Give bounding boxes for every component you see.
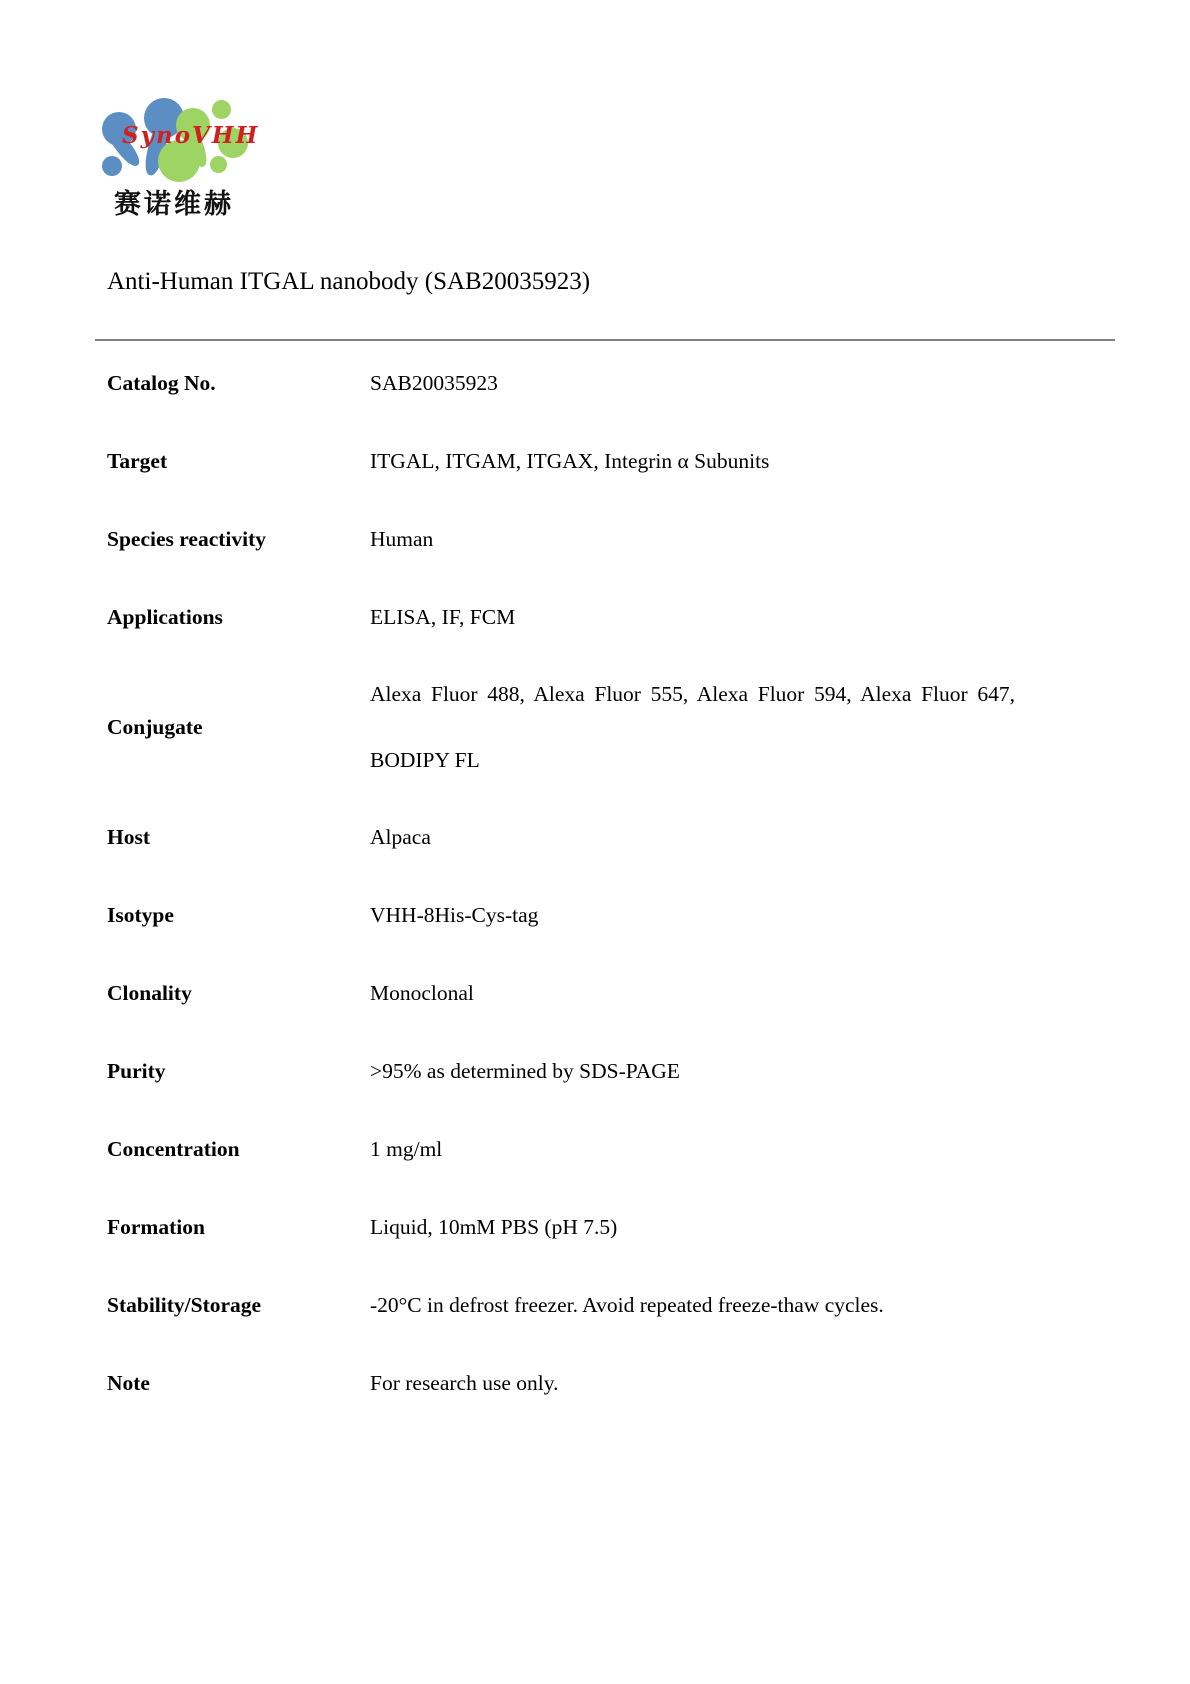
row-value: Liquid, 10mM PBS (pH 7.5) bbox=[370, 1215, 618, 1239]
row-label: Note bbox=[107, 1370, 150, 1395]
row-value: >95% as determined by SDS-PAGE bbox=[370, 1059, 680, 1083]
row-value: VHH-8His-Cys-tag bbox=[370, 903, 539, 927]
logo-molecule-icon bbox=[100, 96, 260, 184]
brand-name-chinese: 赛诺维赫 bbox=[114, 189, 234, 219]
row-value: For research use only. bbox=[370, 1371, 559, 1395]
row-value: Alpaca bbox=[370, 825, 431, 849]
row-label: Catalog No. bbox=[107, 370, 216, 395]
logo-green-blob bbox=[212, 100, 231, 119]
table-row-host bbox=[107, 798, 1017, 876]
table-row-formation bbox=[107, 1188, 1017, 1266]
row-label: Formation bbox=[107, 1214, 205, 1239]
title-divider bbox=[95, 339, 1115, 341]
table-row-target bbox=[107, 422, 1017, 500]
brand-name-text: SynoVHH bbox=[122, 122, 260, 149]
row-value: Alexa Fluor 488, Alexa Fluor 555, Alexa Fluor 594, Alexa Fluor 647, BODIPY FL bbox=[370, 682, 1015, 772]
product-spec-table bbox=[107, 344, 1017, 1422]
row-label: Conjugate bbox=[107, 714, 203, 739]
row-label: Isotype bbox=[107, 902, 174, 927]
table-row-applications bbox=[107, 578, 1017, 656]
table-row-purity bbox=[107, 1032, 1017, 1110]
row-value: ITGAL, ITGAM, ITGAX, Integrin α Subunits bbox=[370, 449, 770, 473]
row-value: Human bbox=[370, 527, 434, 551]
row-label: Applications bbox=[107, 604, 223, 629]
row-value: 1 mg/ml bbox=[370, 1137, 443, 1161]
row-label: Species reactivity bbox=[107, 526, 267, 551]
page-title: Anti-Human ITGAL nanobody (SAB20035923) bbox=[107, 268, 591, 295]
row-label: Clonality bbox=[107, 980, 192, 1005]
row-value: ELISA, IF, FCM bbox=[370, 605, 516, 629]
table-row-species-reactivity bbox=[107, 500, 1017, 578]
table-row-catalog-no bbox=[107, 344, 1017, 422]
row-label: Concentration bbox=[107, 1136, 240, 1161]
company-logo bbox=[100, 96, 260, 219]
table-row-isotype bbox=[107, 876, 1017, 954]
row-label: Stability/Storage bbox=[107, 1292, 262, 1317]
logo-green-blob bbox=[210, 156, 227, 173]
row-label: Host bbox=[107, 824, 150, 849]
row-value: Monoclonal bbox=[370, 981, 474, 1005]
row-value: SAB20035923 bbox=[370, 371, 498, 395]
table-row-conjugate bbox=[107, 656, 1017, 798]
logo-blue-blob bbox=[102, 156, 122, 176]
table-row-note bbox=[107, 1344, 1017, 1422]
row-label: Purity bbox=[107, 1058, 166, 1083]
row-label: Target bbox=[107, 448, 168, 473]
table-row-clonality bbox=[107, 954, 1017, 1032]
row-value: -20°C in defrost freezer. Avoid repeated freeze-thaw cycles. bbox=[370, 1293, 884, 1317]
table-row-stability-storage bbox=[107, 1266, 1017, 1344]
table-row-concentration bbox=[107, 1110, 1017, 1188]
